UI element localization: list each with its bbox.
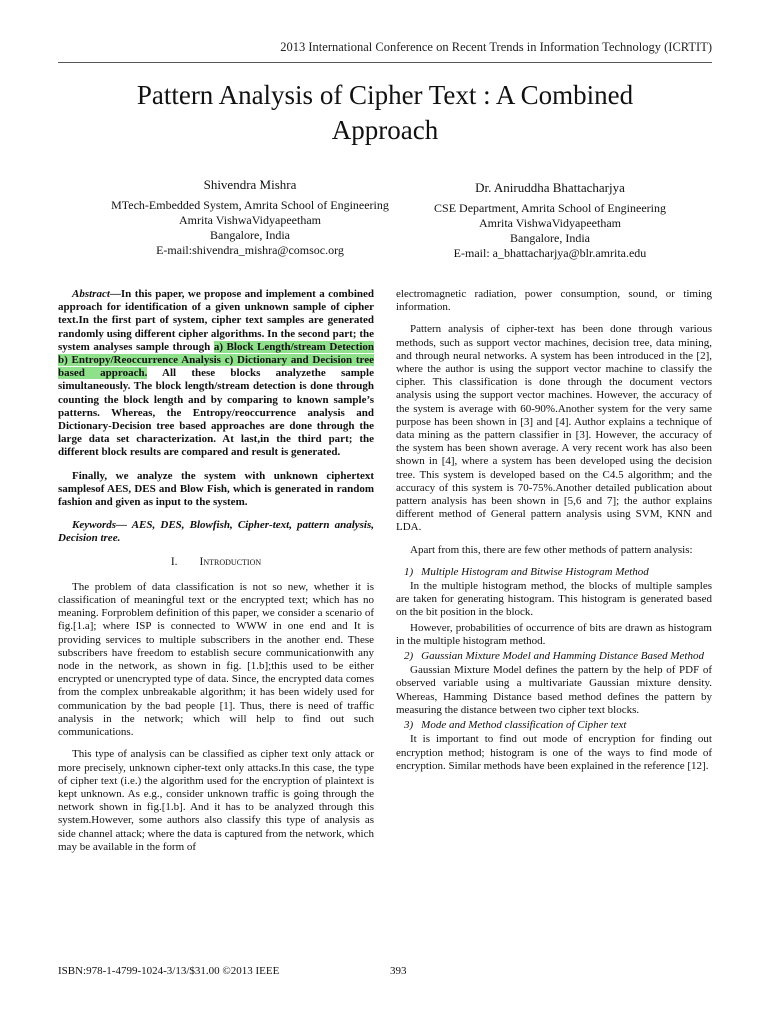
- author-email: E-mail: a_bhattacharjya@blr.amrita.edu: [453, 246, 647, 260]
- author-email: E-mail:shivendra_mishra@comsoc.org: [156, 243, 344, 257]
- subheading-title: Multiple Histogram and Bitwise Histogram Method: [421, 565, 649, 578]
- histogram-paragraph-2: However, probabilities of occurrence of bits are drawn as histogram in the multiple histogram method.: [396, 621, 712, 647]
- abstract-dash: —: [109, 288, 121, 300]
- keywords: [58, 519, 374, 545]
- section-title: Introduction: [199, 555, 262, 568]
- subheading-2: [396, 650, 712, 663]
- paper-title: [58, 78, 712, 148]
- header-rule: [58, 62, 712, 63]
- abstract-label: Abstract: [72, 288, 110, 300]
- related-work-paragraph: Pattern analysis of cipher-text has been done through various methods, such as support vector machines, decision tree, data mining, and through neural networks. A system has been introduced in the [2], where the author is using the support vector machine to classify the cipher. This classification is done through the document vectors analysis using the support vector machines. However, the accuracy of the system is average with 60-90%.Another system for the very same purpose has been shown in [3] and [4]. Author explains a technique of data mining as the pattern classifier in [3]. However, the accuracy of the system has been shown average. A very recent work has also been shown in [4], where a system has been developed using the decision tree. This system is developed based on the C4.5 algorithm; and the accuracy of this system is 70-75%.Another detailed publication about pattern analysis has been shown in [5,6 and 7]; the author explains different method of General pattern analysis using SVM, KNN and LDA.: [396, 323, 712, 534]
- mode-paragraph: It is important to find out mode of encryption for finding out encryption method; histogram is one of the ways to find mode of encryption. Similar methods have been explained in the reference [12].: [396, 733, 712, 772]
- intro-paragraph-1: The problem of data classification is not so new, whether it is classification of meaningful text or the encrypted text; which has no meaning. Forproblem definition of this paper, we consider a scenario of fig.[1.a]; where ISP is connected to WWW in one end and It is providing services to multiple subscribers in the another end. These subscribers have freedom to establish secure communicationwith any node in the network, as shown in fig. [1.b];this used to be either encrypted or unencrypted type of data. Since, the encrypted data comes from the complex unbreakable algorithm; it has been widely used for communication by the bad people [1]. Thus, there is need of traffic analysis in the network; which will help to find out such communications.: [58, 580, 374, 739]
- author-name: Shivendra Mishra: [203, 177, 297, 192]
- subheading-1: [396, 566, 712, 579]
- author-block-2: [390, 180, 710, 261]
- abstract-text-1: In this paper, we propose and implement a combined approach for identification of a given unknown sample of cipher text.In the first part of system, cipher text samples are generated randomly using different cipher algorithms. In the second part; the system analyses sample through: [58, 288, 374, 353]
- title-line-1: Pattern Analysis of Cipher Text : A Combined: [136, 80, 634, 110]
- section-heading: [58, 556, 374, 569]
- abstract-highlight: a) Block Length/stream Detection b) Entropy/Reoccurrence Analysis c) Dictionary and Decision tree based approach.: [58, 340, 374, 380]
- continued-paragraph: electromagnetic radiation, power consumption, sound, or timing information.: [396, 288, 712, 314]
- page-number: 393: [390, 965, 407, 977]
- isbn-footer: ISBN:978-1-4799-1024-3/13/$31.00 ©2013 IEEE: [58, 965, 280, 977]
- author-affiliation: CSE Department, Amrita School of Engineering: [434, 201, 666, 215]
- author-affiliation: MTech-Embedded System, Amrita School of Engineering: [111, 198, 389, 212]
- subheading-number: 1): [404, 565, 414, 578]
- keywords-label: Keywords—: [72, 519, 127, 532]
- abstract-text-2: All these blocks analyzethe sample simultaneously. The block length/stream detection is done through counting the block length and by comparing to known sample’s patterns. Whereas, the Entropy/reoccurrence analysis and Dictionary-Decision tree based approaches are done through the large data set characterization. At last,in the third part; the different block results are compared and result is generated.: [58, 367, 374, 459]
- abstract-paragraph-2: Finally, we analyze the system with unknown ciphertext samplesof AES, DES and Blow Fish, which is generated in random fashion and given as input to the system.: [58, 469, 374, 509]
- author-location: Bangalore, India: [510, 231, 590, 245]
- abstract-paragraph: [58, 288, 374, 460]
- subheading-title: Gaussian Mixture Model and Hamming Distance Based Method: [421, 650, 704, 663]
- methods-intro-paragraph: Apart from this, there are few other methods of pattern analysis:: [410, 543, 693, 556]
- author-institution: Amrita VishwaVidyapeetham: [479, 216, 621, 230]
- author-location: Bangalore, India: [210, 228, 290, 242]
- keywords-text: AES, DES, Blowfish, Cipher-text, pattern analysis, Decision tree.: [58, 519, 374, 545]
- title-line-2: Approach: [331, 115, 439, 145]
- subheading-title: Mode and Method classification of Cipher text: [421, 719, 627, 732]
- author-name: Dr. Aniruddha Bhattacharjya: [475, 180, 625, 195]
- section-numeral: I.: [170, 555, 178, 568]
- subheading-number: 3): [404, 719, 414, 732]
- author-block-1: [90, 177, 410, 258]
- conference-header: 2013 International Conference on Recent Trends in Information Technology (ICRTIT): [280, 40, 712, 54]
- intro-paragraph-2: This type of analysis can be classified as cipher text only attack or more precisely, unknown cipher-text only attacks.In this case, the type of cipher text (i.e.) the algorithm used for the encryption of plaintext is kept unknown. As e.g., consider unknown traffic is going through the network shown in fig.[1.b]. And it has to be analyzed through this system.However, some authors also classify this type of analysis as side channel attack; where the data is captured from the network, which may be available in the form of: [58, 748, 374, 853]
- right-column: [396, 288, 712, 782]
- histogram-paragraph-1: In the multiple histogram method, the blocks of multiple samples are taken for generating histogram. This histogram is generated based on the bit position in the block.: [396, 580, 712, 619]
- author-institution: Amrita VishwaVidyapeetham: [179, 213, 321, 227]
- subheading-3: [396, 719, 712, 732]
- gmm-paragraph: Gaussian Mixture Model defines the pattern by the help of PDF of observed variable using a multivariate Gaussian mixture density. Whereas, Hamming Distance based method defines the pattern by measuring the distance between two cipher text blocks.: [396, 664, 712, 716]
- left-column: [58, 288, 374, 863]
- subheading-number: 2): [404, 650, 414, 663]
